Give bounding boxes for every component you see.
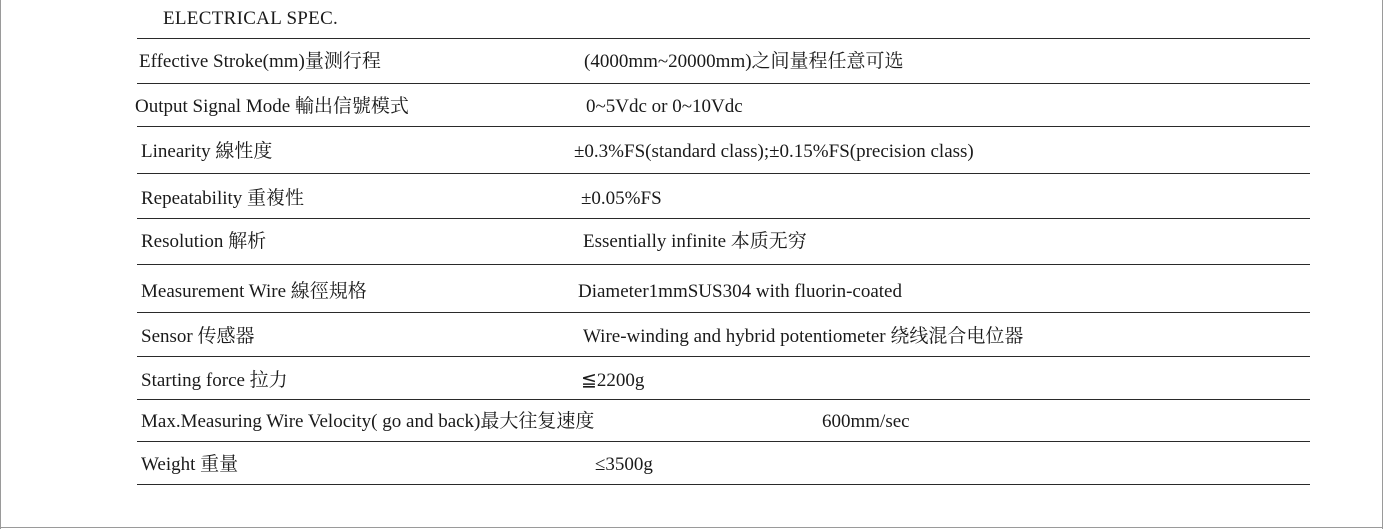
spec-value: (4000mm~20000mm)之间量程任意可选 bbox=[584, 51, 904, 72]
spec-row-output-signal bbox=[137, 84, 1310, 127]
spec-value: Diameter1mmSUS304 with fluorin-coated bbox=[578, 281, 902, 302]
spec-value: 0~5Vdc or 0~10Vdc bbox=[586, 96, 743, 117]
frame-bottom-border bbox=[0, 527, 1383, 528]
spec-label: Output Signal Mode 輸出信號模式 bbox=[135, 96, 409, 117]
spec-label: Starting force 拉力 bbox=[141, 370, 288, 391]
spec-label: Repeatability 重複性 bbox=[141, 188, 305, 209]
spec-row-measurement-wire bbox=[137, 265, 1310, 313]
spec-label: Linearity 線性度 bbox=[141, 141, 273, 162]
spec-label: Measurement Wire 線徑規格 bbox=[141, 281, 367, 302]
spec-value: Essentially infinite 本质无穷 bbox=[583, 231, 807, 252]
spec-value: ±0.05%FS bbox=[581, 188, 662, 209]
spec-row-linearity bbox=[137, 127, 1310, 174]
spec-value: ≤3500g bbox=[595, 454, 653, 475]
spec-row-starting-force bbox=[137, 357, 1310, 400]
frame-right-border bbox=[1382, 0, 1383, 529]
spec-row-max-wire-velocity bbox=[137, 400, 1310, 442]
spec-label: Weight 重量 bbox=[141, 454, 239, 475]
spec-value: ±0.3%FS(standard class);±0.15%FS(precision class) bbox=[574, 141, 974, 162]
spec-row-effective-stroke bbox=[137, 38, 1310, 84]
frame-left-border bbox=[0, 0, 1, 529]
section-heading: ELECTRICAL SPEC. bbox=[163, 8, 339, 29]
spec-label: Sensor 传感器 bbox=[141, 326, 255, 347]
spec-row-weight bbox=[137, 442, 1310, 485]
spec-row-resolution bbox=[137, 219, 1310, 265]
spec-value: 600mm/sec bbox=[822, 411, 910, 432]
spec-label: Effective Stroke(mm)量测行程 bbox=[139, 51, 381, 72]
spec-label: Resolution 解析 bbox=[141, 231, 267, 252]
spec-value: ≦2200g bbox=[581, 370, 645, 391]
spec-row-sensor bbox=[137, 313, 1310, 357]
spec-value: Wire-winding and hybrid potentiometer 绕线混合电位器 bbox=[583, 326, 1024, 347]
spec-row-repeatability bbox=[137, 174, 1310, 219]
spec-label: Max.Measuring Wire Velocity( go and back)最大往复速度 bbox=[141, 411, 595, 432]
